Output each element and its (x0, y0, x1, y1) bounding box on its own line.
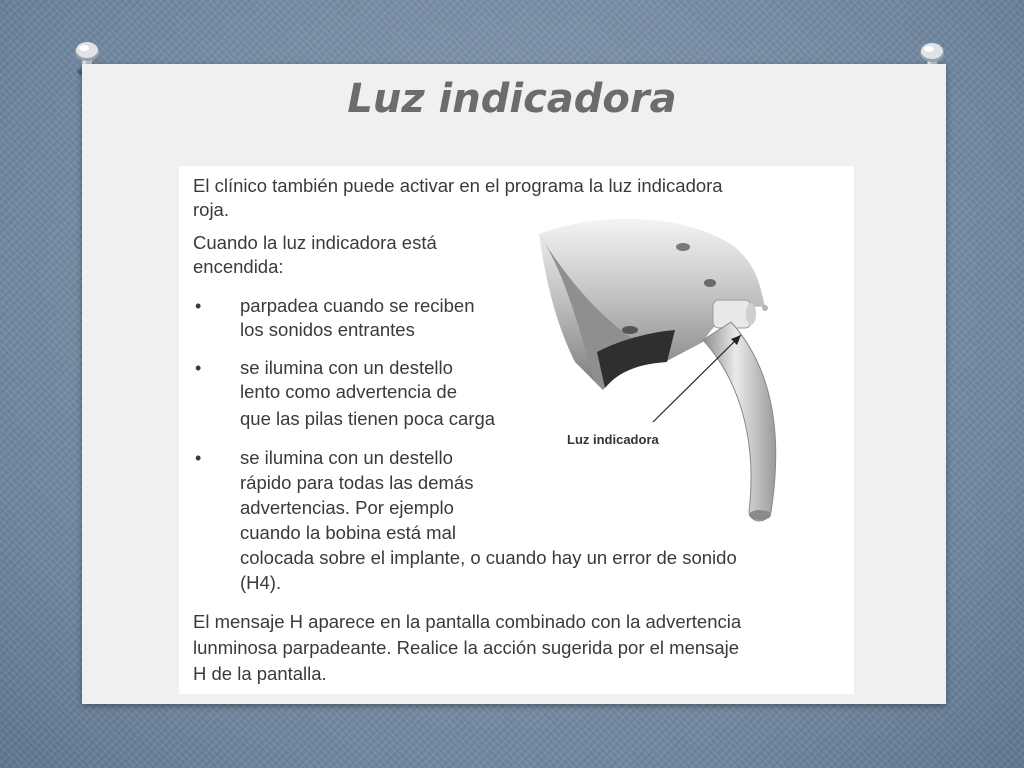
bullet-marker: • (195, 358, 202, 378)
intro-line: roja. (193, 199, 229, 220)
figure-label: Luz indicadora (567, 432, 659, 447)
intro-line: El clínico también puede activar en el programa la luz indicadora (193, 175, 723, 196)
bullet-line: los sonidos entrantes (240, 319, 415, 340)
closing-line: El mensaje H aparece en la pantalla combinado con la advertencia (193, 611, 742, 632)
bullet-line: se ilumina con un destello (240, 447, 453, 468)
closing-line: lunminosa parpadeante. Realice la acción sugerida por el mensaje (193, 637, 740, 658)
bullet-line: se ilumina con un destello (240, 357, 453, 378)
bullet-marker: • (195, 296, 202, 316)
bullet-line: lento como advertencia de (240, 381, 457, 402)
bullet-line: cuando la bobina está mal (240, 522, 456, 543)
bullet-marker: • (195, 448, 202, 468)
bullet-line: (H4). (240, 572, 282, 593)
closing-line: H de la pantalla. (193, 663, 327, 684)
bullet-line: parpadea cuando se reciben (240, 295, 475, 316)
content-panel (179, 166, 854, 694)
bullet-line: advertencias. Por ejemplo (240, 497, 454, 518)
lead-line: encendida: (193, 256, 284, 277)
lead-line: Cuando la luz indicadora está (193, 232, 437, 253)
bullet-line: rápido para todas las demás (240, 472, 474, 493)
sound-processor-illustration (535, 212, 805, 532)
slide-title: Luz indicadora (347, 76, 677, 122)
bullet-line: que las pilas tienen poca carga (240, 408, 496, 429)
bullet-line: colocada sobre el implante, o cuando hay un error de sonido (240, 547, 737, 568)
